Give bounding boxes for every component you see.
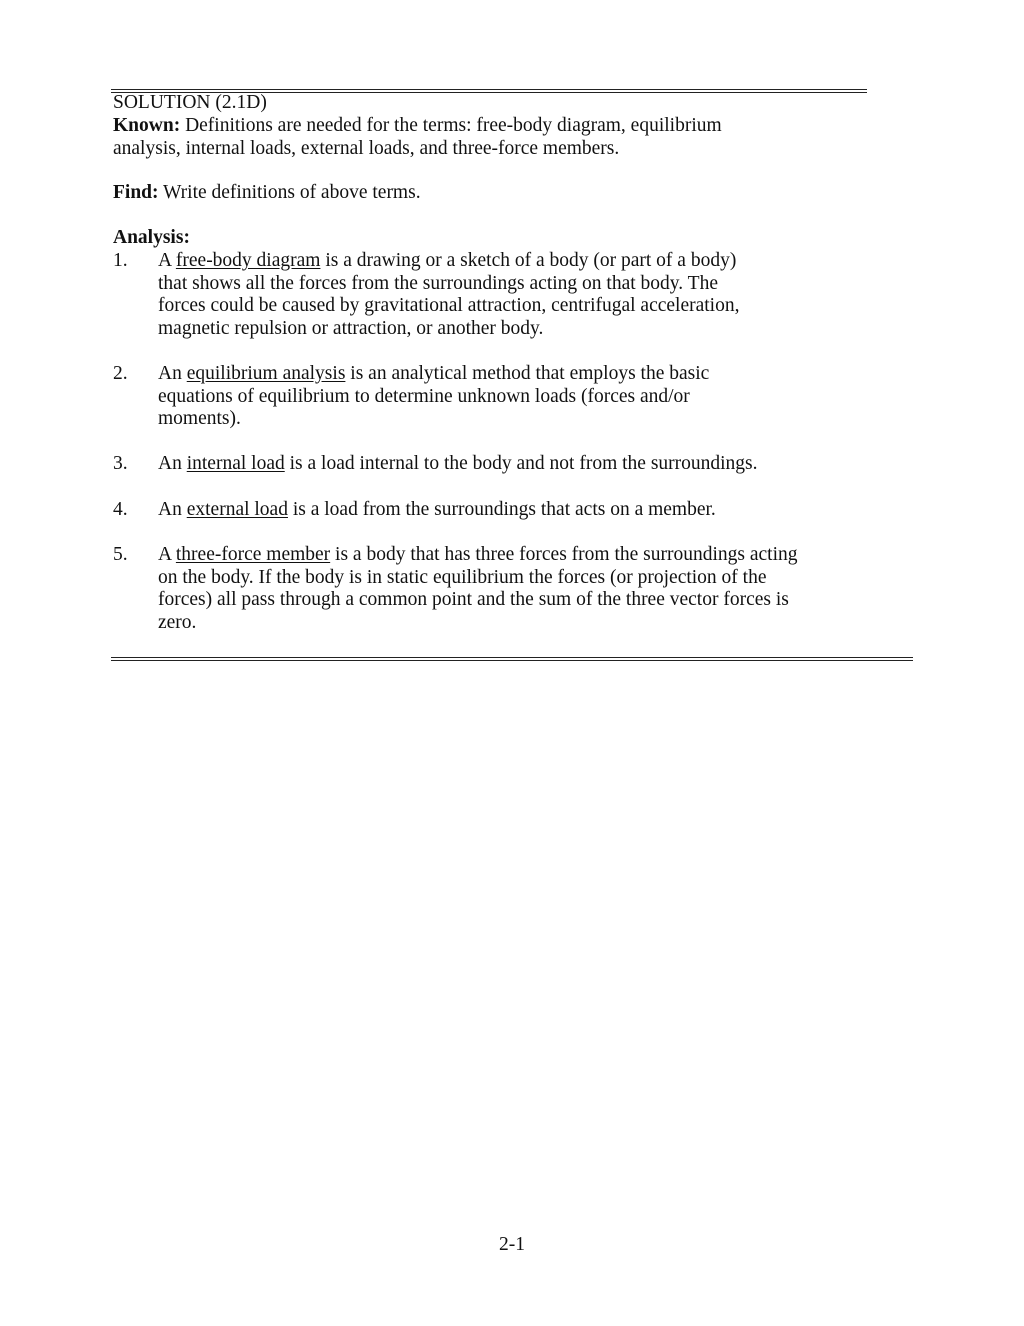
item-first-line: is a body that has three forces from the surroundings acting: [330, 544, 798, 565]
find-label: Find:: [113, 182, 159, 203]
term-free-body-diagram: free-body diagram: [175, 250, 321, 271]
item-number: 2.: [113, 363, 128, 384]
item-first-line: is a drawing or a sketch of a body (or part of a body): [320, 250, 737, 271]
item-line: forces could be caused by gravitational attraction, centrifugal acceleration,: [158, 295, 740, 316]
item-line: equations of equilibrium to determine unknown loads (forces and/or: [158, 385, 690, 407]
term-equilibrium-analysis: equilibrium analysis: [186, 363, 346, 384]
item-text: [158, 544, 918, 634]
analysis-heading: Analysis:: [113, 227, 190, 248]
known-section: [113, 115, 873, 160]
item-prefix: An: [158, 453, 187, 474]
item-number: 5.: [113, 544, 128, 565]
item-prefix: An: [158, 363, 187, 384]
solution-heading: SOLUTION (2.1D): [113, 92, 267, 113]
term-internal-load: internal load: [186, 453, 285, 474]
item-text: [158, 250, 918, 340]
find-text: Write definitions of above terms.: [163, 182, 421, 203]
known-line-1: Definitions are needed for the terms: free-body diagram, equilibrium: [185, 115, 722, 136]
term-external-load: external load: [186, 499, 288, 520]
item-line: zero.: [158, 611, 197, 633]
item-first-line: is a load from the surroundings that acts on a member.: [287, 499, 716, 520]
item-text: [158, 499, 918, 522]
item-text: [158, 453, 918, 476]
item-prefix: A: [158, 250, 176, 271]
known-label: Known:: [113, 115, 181, 136]
item-number: 1.: [113, 250, 128, 271]
bottom-double-rule: [111, 657, 913, 661]
item-prefix: An: [158, 499, 187, 520]
item-line: forces) all pass through a common point and the sum of the three vector forces is: [158, 589, 789, 610]
page-number: 2-1: [499, 1234, 525, 1255]
find-section: [113, 182, 913, 205]
item-first-line: is an analytical method that employs the basic: [345, 363, 710, 384]
known-line-2: analysis, internal loads, external loads, and three-force members.: [113, 137, 620, 159]
item-prefix: A: [158, 544, 176, 565]
item-text: [158, 363, 918, 431]
item-number: 3.: [113, 453, 128, 474]
item-line: moments).: [158, 408, 241, 429]
term-three-force-member: three-force member: [175, 544, 331, 565]
item-number: 4.: [113, 499, 128, 520]
item-line: magnetic repulsion or attraction, or another body.: [158, 317, 544, 339]
item-line: on the body. If the body is in static equilibrium the forces (or projection of the: [158, 566, 767, 588]
item-first-line: is a load internal to the body and not from the surroundings.: [284, 453, 758, 474]
item-line: that shows all the forces from the surroundings acting on that body. The: [158, 272, 718, 294]
